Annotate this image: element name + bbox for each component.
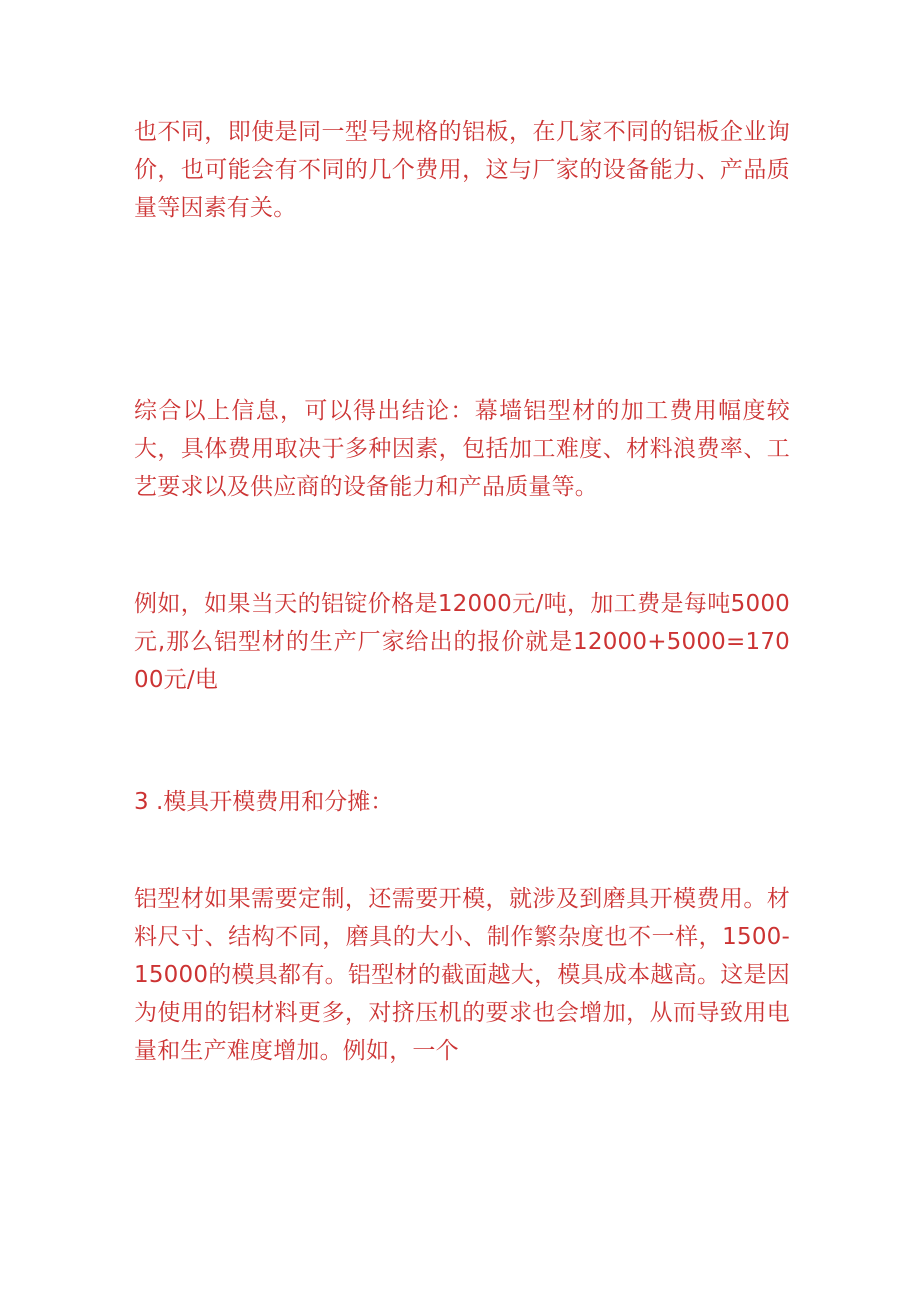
paragraph-example: 例如，如果当天的铝锭价格是12000元/吨，加工费是每吨5000元,那么铝型材的生产厂家给出的报价就是12000+5000=17000元/电: [134, 591, 790, 693]
section-heading-mold-cost: 3 .模具开模费用和分摊：: [134, 789, 394, 815]
paragraph-price-variation: 也不同，即使是同一型号规格的铝板，在几家不同的铝板企业询价，也可能会有不同的几个费用，这与厂家的设备能力、产品质量等因素有关。: [134, 119, 790, 221]
paragraph-mold-cost: 铝型材如果需要定制，还需要开模，就涉及到磨具开模费用。材料尺寸、结构不同，磨具的大小、制作繁杂度也不一样，1500-15000的模具都有。铝型材的截面越大，模具成本越高。这是因为使用的铝材料更多，对挤压机的要求也会增加，从而导致用电量和生产难度增加。例如，一个: [134, 886, 790, 1064]
paragraph-conclusion: 综合以上信息，可以得出结论：幕墙铝型材的加工费用幅度较大，具体费用取决于多种因素，包括加工难度、材料浪费率、工艺要求以及供应商的设备能力和产品质量等。: [134, 398, 790, 500]
